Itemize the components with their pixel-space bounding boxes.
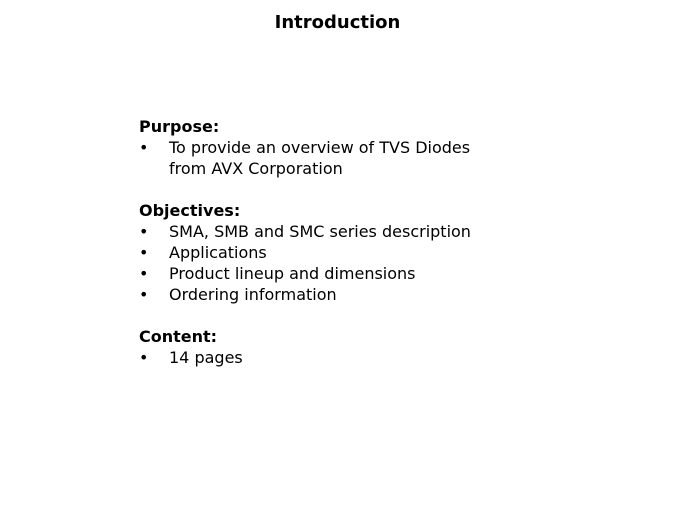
section-heading: Objectives: xyxy=(139,201,241,220)
bullet-text: Product lineup and dimensions xyxy=(169,264,416,283)
bullet-text: SMA, SMB and SMC series description xyxy=(169,222,471,241)
bullet-icon: • xyxy=(139,348,149,367)
bullet-icon: • xyxy=(139,138,149,157)
bullet-item xyxy=(139,263,499,284)
bullet-icon: • xyxy=(139,285,149,304)
bullet-item xyxy=(139,242,499,263)
section-heading: Content: xyxy=(139,327,218,346)
bullet-item xyxy=(139,137,499,179)
section-heading: Purpose: xyxy=(139,117,220,136)
bullet-item xyxy=(139,347,499,368)
bullet-item xyxy=(139,221,499,242)
bullet-icon: • xyxy=(139,264,149,283)
slide-content xyxy=(139,116,499,368)
bullet-item xyxy=(139,284,499,305)
bullet-text: Ordering information xyxy=(169,285,337,304)
bullet-text: Applications xyxy=(169,243,267,262)
bullet-icon: • xyxy=(139,222,149,241)
bullet-text: To provide an overview of TVS Diodes from AVX Corporation xyxy=(169,138,471,178)
slide-title: Introduction xyxy=(274,12,401,33)
bullet-icon: • xyxy=(139,243,149,262)
bullet-text: 14 pages xyxy=(169,348,243,367)
